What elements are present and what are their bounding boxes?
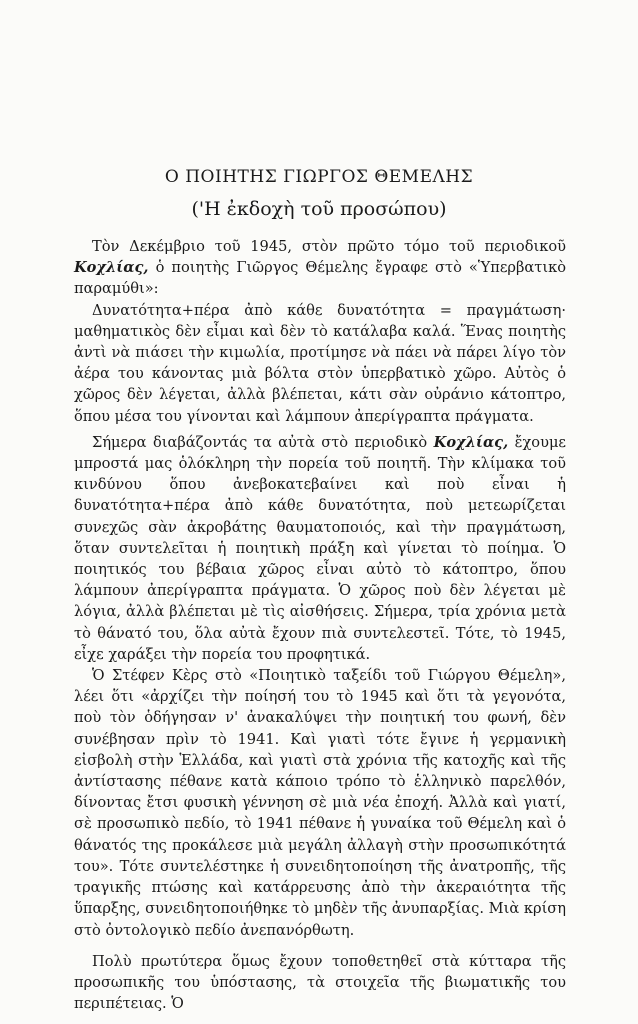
paragraph: Σήμερα διαβάζοντάς τα αὐτὰ στὸ περιοδικὸ Κοχλίας, ἔχουμε μπροστά μας ὁλόκληρη τὴν πορεία τοῦ ποιητῆ. Τὴν κλίμακα τοῦ κινδύνου ὅπου ἀνεβοκατεβαίνει καὶ ποὺ εἶναι ἡ δυνατότητα+πέρα ἀπὸ κάθε δυνατότητα, ποὺ μετεωρίζεται συνεχῶς σὰν ἀκροβάτης θαυματοποιός, καὶ τὴν πραγμάτωση, ὅταν συντελεῖται ἡ ποιητικὴ πράξη καὶ γίνεται τὸ ποίημα. Ὁ ποιητικός του βέβαια χῶρος εἶναι αὐτὸ τὸ κάτοπτρο, ὅπου λάμπουν ἀπερίγραπτα πράγματα. Ὁ χῶρος ποὺ δὲν λέγεται μὲ λόγια, ἀλλὰ βλέπεται μὲ τὶς αἰσθήσεις. Σήμερα, τρία χρόνια μετὰ τὸ θάνατό του, ὅλα αὐτὰ ἔχουν πιὰ συντελεστεῖ. Τότε, τὸ 1945, εἶχε χαράξει τὴν πορεία του προφητικά. bbox=[74, 433, 566, 663]
quote-paragraph: Δυνατότητα+πέρα ἀπὸ κάθε δυνατότητα = πραγμάτωση· μαθηματικὸς δὲν εἶμαι καὶ δὲν τὸ κατάλαβα καλά. Ἕνας ποιητὴς ἀντὶ νὰ πιάσει τὴν κιμωλία, προτίμησε νὰ πάει νὰ πάρει λίγο τὸν ἀέρα του κάνοντας μιὰ βόλτα στὸν ὑπερβατικὸ χῶρο. Αὐτὸς ὁ χῶρος δὲν λέγεται, ἀλλὰ βλέπεται, κάτι σὰν οὐράνιο κάτοπτρο, ὅπου μέσα του γίνονται καὶ λάμπουν ἀπερίγραπτα πράγματα. bbox=[74, 301, 566, 425]
paragraph: Πολὺ πρωτύτερα ὅμως ἔχουν τοποθετηθεῖ στὰ κύτταρα τῆς προσωπικῆς του ὑπόστασης, τὰ στοιχεῖα τῆς βιωματικῆς του περιπέτειας. Ὁ bbox=[74, 952, 566, 1013]
article-body bbox=[74, 236, 566, 1014]
paragraph: Ὁ Στέφεν Κὲρς στὸ «Ποιητικὸ ταξείδι τοῦ Γιώργου Θέμελη», λέει ὅτι «ἀρχίζει τὴν ποίησή του τὸ 1945 καὶ ὅτι τὰ γεγονότα, ποὺ τὸν ὁδήγησαν ν' ἀνακαλύψει τὴν ποιητική του φωνή, δὲν συνέβησαν πρὶν τὸ 1941. Καὶ γιατὶ τότε ἔγινε ἡ γερμανικὴ εἰσβολὴ στὴν Ἑλλάδα, καὶ γιατὶ στὰ χρόνια τῆς κατοχῆς καὶ τῆς ἀντίστασης πέθανε κατὰ κάποιο τρόπο τὸ ἑλληνικὸ παρελθόν, δίνοντας ἔτσι φυσικὴ γέννηση σὲ μιὰ νέα ἐποχή. Ἀλλὰ καὶ γιατί, σὲ προσωπικὸ πεδίο, τὸ 1941 πέθανε ἡ γυναίκα τοῦ Θέμελη καὶ ὁ θάνατός της προκάλεσε μιὰ μεγάλη ἀλλαγὴ στὴν προσωπικότητά του». Τότε συντελέστηκε ἡ συνειδητοποίηση τῆς ἀνατροπῆς, τῆς τραγικῆς πτώσης καὶ κατάρρευσης ἀπὸ τὴν ἀκεραιότητα τῆς ὕπαρξης, συνειδητοποιήθηκε τὸ μηδὲν τῆς ἀνυπαρξίας. Μιὰ κρίση στὸ ὀντολογικὸ πεδίο ἀνεπανόρθωτη. bbox=[74, 667, 566, 939]
article-title: Ο ΠΟΙΗΤΗΣ ΓΙΩΡΓΟΣ ΘΕΜΕΛΗΣ bbox=[164, 167, 474, 187]
article-subtitle: ('Η ἐκδοχὴ τοῦ προσώπου) bbox=[191, 198, 447, 220]
journal-name: Κοχλίας, bbox=[433, 433, 509, 451]
journal-name: Κοχλίας, bbox=[74, 259, 149, 277]
paragraph: Τὸν Δεκέμβριο τοῦ 1945, στὸν πρῶτο τόμο τοῦ περιοδικοῦ Κοχλίας, ὁ ποιητὴς Γιῶργος Θέμελης ἔγραφε στὸ «Ὑπερβατικὸ παραμύθι»: bbox=[74, 238, 566, 298]
